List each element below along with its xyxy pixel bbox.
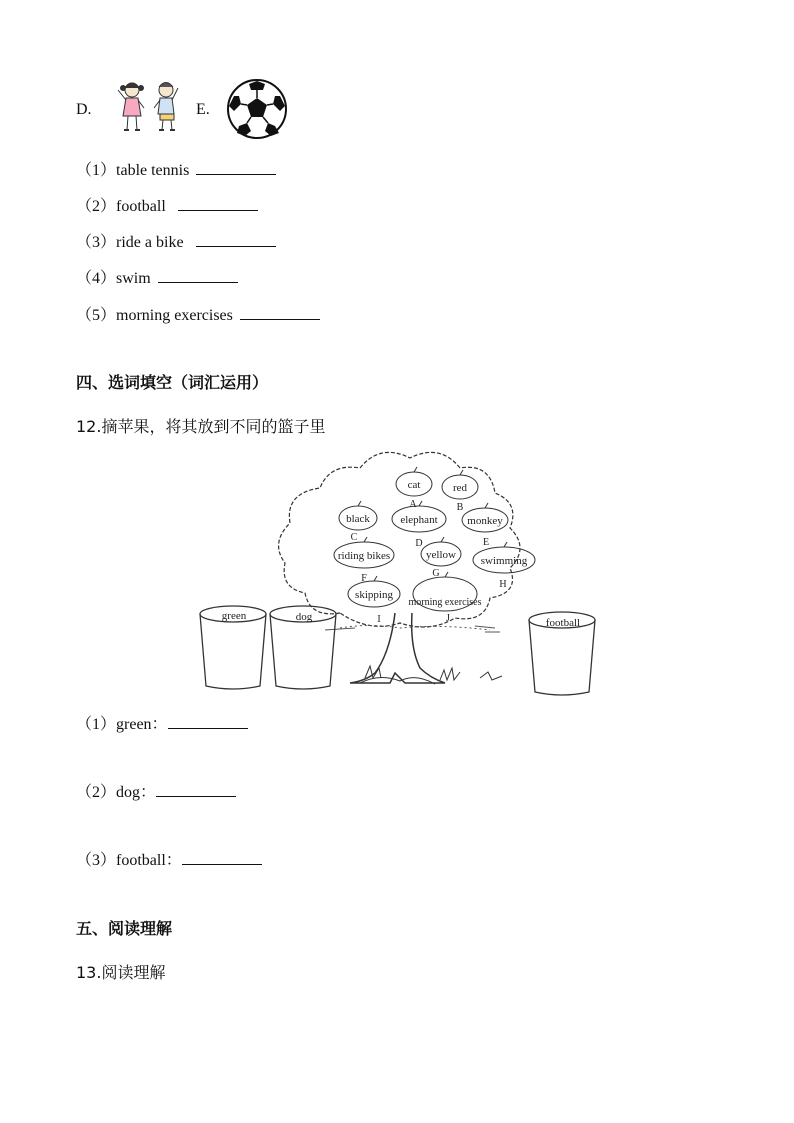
apple-label: cat — [407, 479, 421, 491]
matching-item-4: （4）swim — [76, 265, 238, 288]
answer-blank[interactable] — [182, 850, 262, 865]
answer-blank[interactable] — [196, 160, 276, 175]
section-4-heading: 四、选词填空（词汇运用） — [76, 373, 269, 392]
apple-letter: E — [482, 537, 490, 548]
matching-item-5: （5）morning exercises — [76, 302, 320, 325]
basket-label-green: green — [221, 610, 247, 622]
option-e-label: E. — [196, 101, 210, 118]
soccer-ball-image — [225, 78, 291, 140]
basket-label-football: football — [545, 617, 581, 629]
fill-item-2: （2）dog： — [76, 779, 236, 802]
apple-letter: B — [456, 502, 464, 513]
apple-label: riding bikes — [337, 550, 391, 562]
apple-letter: I — [377, 614, 381, 625]
answer-blank[interactable] — [158, 268, 238, 283]
matching-item-2: （2）football — [76, 193, 258, 216]
answer-blank[interactable] — [168, 714, 248, 729]
answer-blank[interactable] — [240, 305, 320, 320]
apple-label: skipping — [355, 589, 393, 601]
apple-letter: G — [432, 568, 440, 579]
answer-blank[interactable] — [156, 782, 236, 797]
apple-label: monkey — [467, 515, 503, 527]
fill-item-3: （3）football： — [76, 847, 262, 870]
apple-label: swimming — [480, 555, 528, 567]
matching-item-1: （1）table tennis — [76, 157, 276, 180]
apple-letter: D — [415, 538, 423, 549]
question-13: 13.阅读理解 — [76, 963, 166, 982]
apple-tree-image — [190, 448, 610, 698]
apple-letter: F — [361, 573, 367, 584]
answer-blank[interactable] — [178, 196, 258, 211]
apple-label: yellow — [426, 549, 456, 561]
basket-label-dog: dog — [295, 611, 313, 623]
answer-blank[interactable] — [196, 232, 276, 247]
apple-letter: A — [409, 499, 417, 510]
apple-letter: J — [446, 613, 450, 624]
option-d-label: D. — [76, 101, 92, 118]
section-5-heading: 五、阅读理解 — [76, 919, 173, 938]
matching-item-3: （3）ride a bike — [76, 229, 276, 252]
apple-letter: C — [350, 532, 358, 543]
question-12: 12.摘苹果，将其放到不同的篮子里 — [76, 417, 326, 436]
apple-letter: H — [499, 579, 507, 590]
apple-label: black — [346, 513, 370, 525]
apple-label: morning exercises — [408, 597, 482, 608]
apple-label: elephant — [400, 514, 438, 526]
apple-label: red — [452, 482, 468, 494]
children-exercising-image — [110, 78, 190, 140]
fill-item-1: （1）green： — [76, 711, 248, 734]
